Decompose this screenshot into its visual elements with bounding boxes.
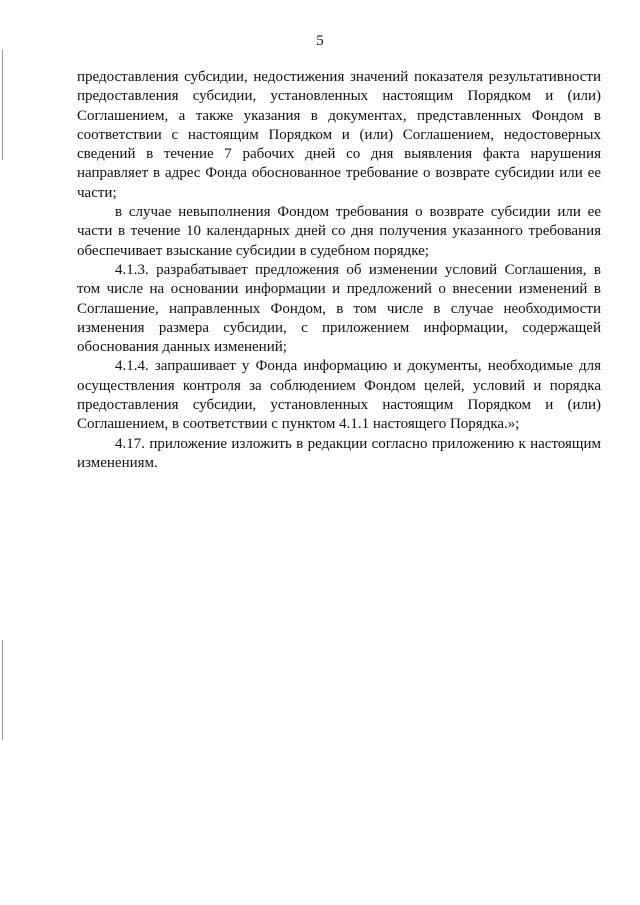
paragraph-continuation: предоставления субсидии, недостижения значений показателя результативности предоставления субсидии, установленных настоящим Порядком и (или) Соглашением, а также указания в документах, представленных Фондом в соответствии с настоящим Порядком и (или) Соглашением, недостоверных сведений в течение 7 рабочих дней со дня выявления факта нарушения направляет в адрес Фонда обоснованное требование о возврате субсидии или ее части; [77,69,601,201]
page-number: 5 [316,33,324,49]
paragraph-refund-enforcement: в случае невыполнения Фондом требования о возврате субсидии или ее части в течение 10 календарных дней со дня получения указанного требования обеспечивает взыскание субсидии в судебном порядке; [77,204,601,259]
paragraph-4-17: 4.17. приложение изложить в редакции согласно приложению к настоящим изменениям. [77,435,601,471]
document-body [77,68,601,473]
paragraph-4-1-4: 4.1.4. запрашивает у Фонда информацию и документы, необходимые для осуществления контроля за соблюдением Фондом целей, условий и порядка предоставления субсидии, установленных настоящим Порядком и (или) Соглашением, в соответствии с пунктом 4.1.1 настоящего Порядка.»; [77,358,601,433]
scan-edge-mark [2,640,3,740]
scan-edge-mark [2,50,3,160]
paragraph-4-1-3: 4.1.3. разрабатывает предложения об изменении условий Соглашения, в том числе на основании информации и предложений о внесении изменений в Соглашение, направленных Фондом, в том числе в случае необходимости изменения размера субсидии, с приложением информации, содержащей обоснования данных изменений; [77,261,601,356]
